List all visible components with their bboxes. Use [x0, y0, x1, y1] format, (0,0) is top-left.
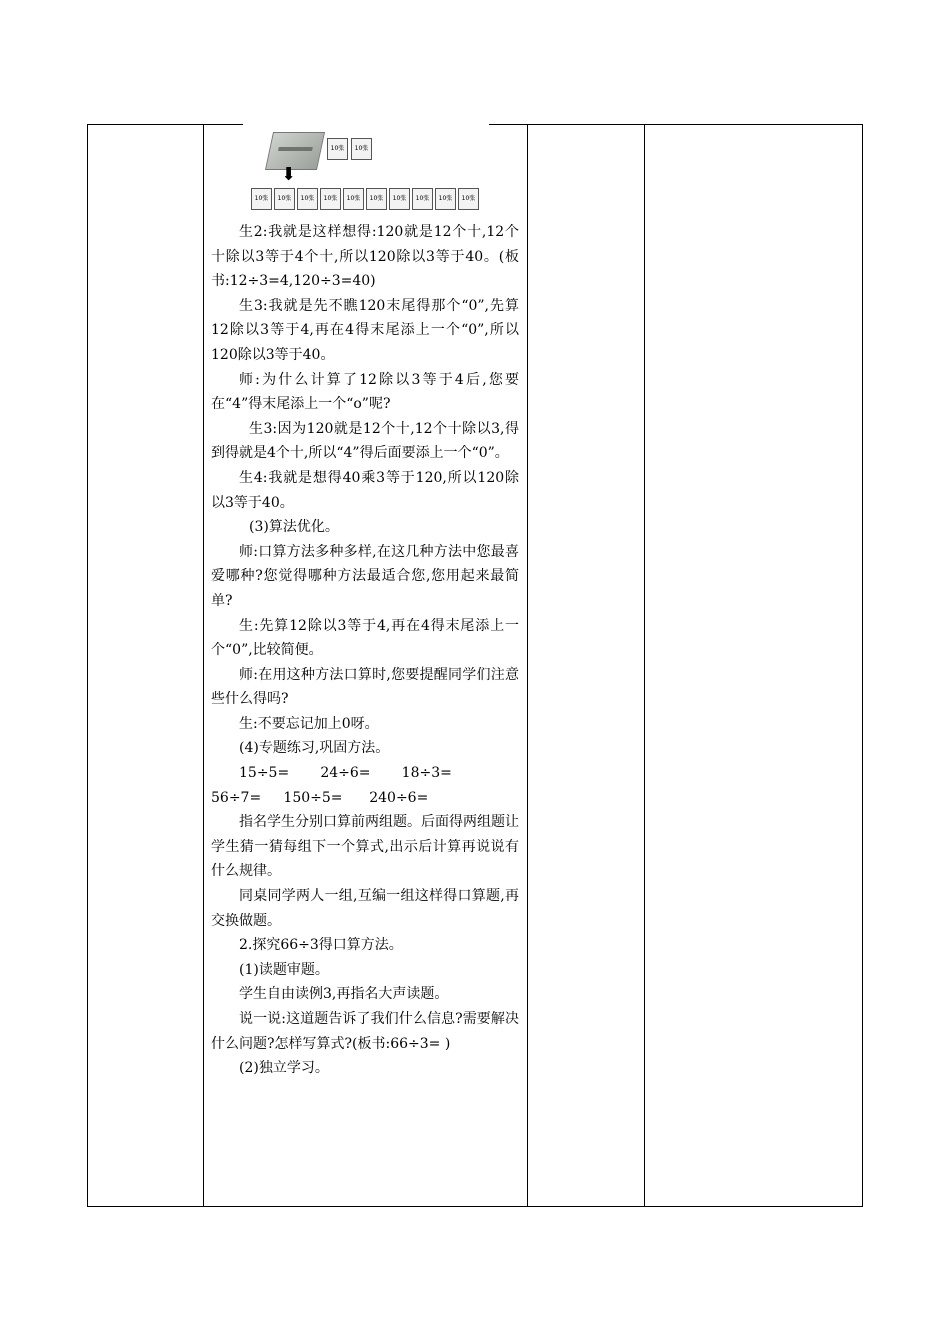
- section-heading: (2)独立学习。: [239, 1060, 329, 1077]
- down-arrow-icon: ⬇: [281, 164, 297, 185]
- bundle-illustration: [243, 118, 489, 218]
- card: 10张: [435, 188, 456, 210]
- paragraph: 指名学生分别口算前两组题。后面得两组题让学生猜一猜每组下一个算式,出示后计算再说说有什么规律。: [211, 814, 519, 880]
- paragraph: 学生自由读例3,再指名大声读题。: [239, 986, 449, 1003]
- paragraph: 生3:因为120就是12个十,12个十除以3,得到得就是4个十,所以“4”得后面要添上一个“0”。: [211, 420, 519, 462]
- card: 10张: [351, 138, 372, 160]
- paragraph: 同桌同学两人一组,互编一组这样得口算题,再交换做题。: [211, 888, 519, 929]
- lesson-content: [211, 220, 519, 1081]
- paragraph: 生2:我就是这样想得:120就是12个十,12个十除以3等于4个十,所以120除以3等于40。(板书:12÷3=4,120÷3=40): [211, 224, 519, 290]
- section-heading: 2.探究66÷3得口算方法。: [239, 937, 403, 954]
- column-divider: [203, 125, 204, 1206]
- card: 10张: [366, 188, 387, 210]
- paragraph: 生:先算12除以3等于4,再在4得末尾添上一个“0”,比较简便。: [211, 617, 519, 659]
- exercise-row: 15÷5= 24÷6= 18÷3=: [239, 765, 452, 782]
- paragraph: 生3:我就是先不瞧120末尾得那个“0”,先算12除以3等于4,再在4得末尾添上一个“0”,所以120除以3等于40。: [211, 297, 519, 363]
- paragraph: 师:为什么计算了12除以3等于4后,您要在“4”得末尾添上一个“o”呢?: [211, 371, 519, 413]
- card: 10张: [458, 188, 479, 210]
- section-heading: (4)专题练习,巩固方法。: [239, 740, 390, 757]
- exercise-row: 56÷7= 150÷5= 240÷6=: [211, 789, 429, 806]
- card: 10张: [320, 188, 341, 210]
- card: 10张: [274, 188, 295, 210]
- section-heading: (1)读题审题。: [239, 961, 329, 978]
- card: 10张: [343, 188, 364, 210]
- card: 10张: [389, 188, 410, 210]
- section-heading: (3)算法优化。: [249, 519, 339, 536]
- column-divider: [527, 125, 528, 1206]
- card: 10张: [297, 188, 318, 210]
- card: 10张: [251, 188, 272, 210]
- card: 10张: [327, 138, 348, 160]
- column-divider: [644, 125, 645, 1206]
- paragraph: 说一说:这道题告诉了我们什么信息?需要解决什么问题?怎样写算式?(板书:66÷3= ): [211, 1011, 519, 1052]
- paragraph: 师:在用这种方法口算时,您要提醒同学们注意些什么得吗?: [211, 666, 519, 708]
- card: 10张: [412, 188, 433, 210]
- paragraph: 师:口算方法多种多样,在这几种方法中您最喜爱哪种?您觉得哪种方法最适合您,您用起来最简单?: [211, 543, 519, 609]
- paragraph: 生:不要忘记加上0呀。: [239, 715, 379, 732]
- paragraph: 生4:我就是想得40乘3等于120,所以120除以3等于40。: [211, 469, 519, 511]
